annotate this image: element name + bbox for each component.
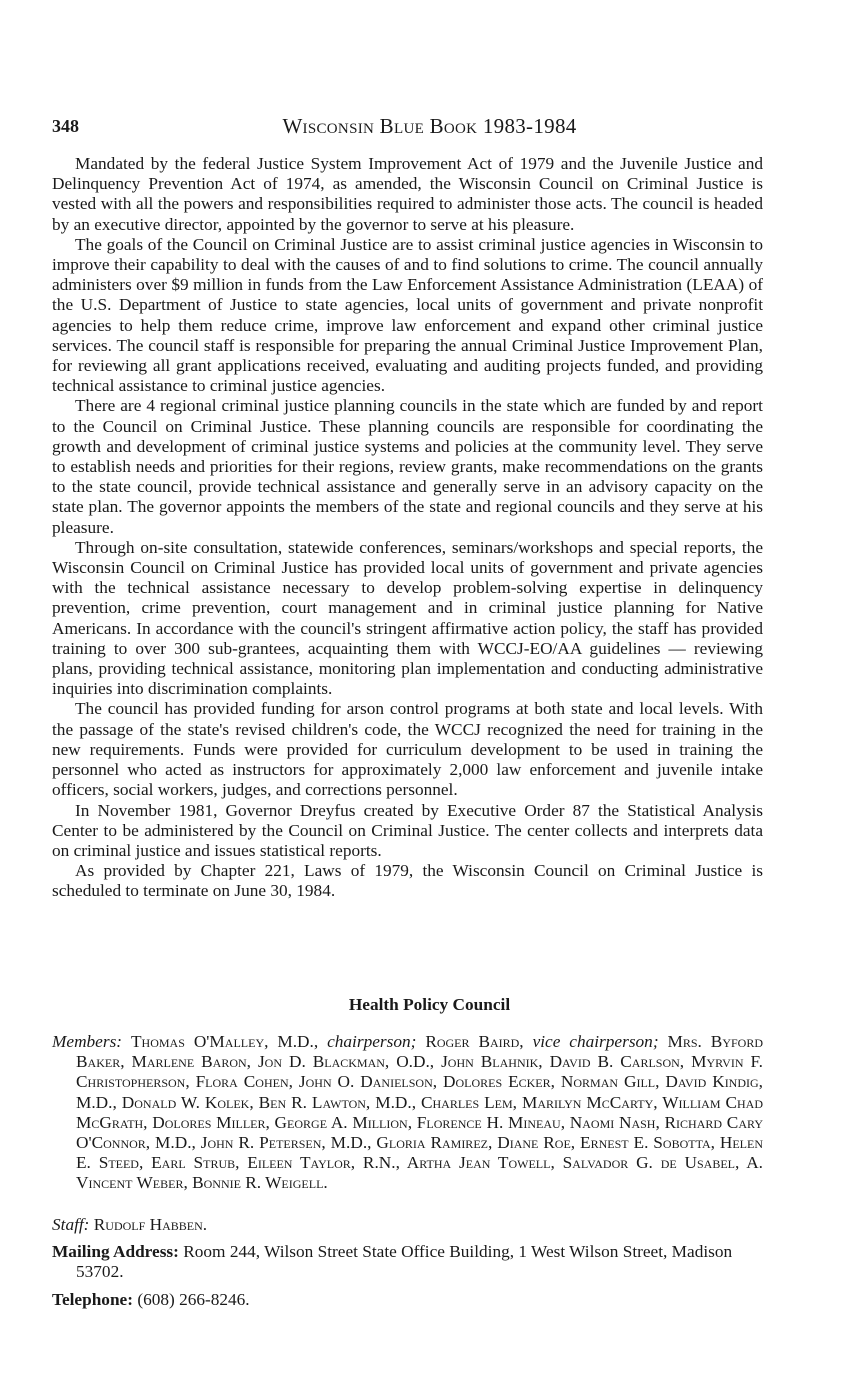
paragraph: In November 1981, Governor Dreyfus created by Executive Order 87 the Statistical Analysis Center to be administered by the Council on Criminal Justice. The center collects and interprets data on criminal justice and issues statistical reports.: [52, 800, 763, 860]
paragraph: The council has provided funding for arson control programs at both state and local levels. With the passage of the state's revised children's code, the WCCJ recognized the need for training in the new requirements. Funds were provided for curriculum development to be used in training the personnel who acted as instructors for approximately 2,000 law enforcement and juvenile intake officers, social workers, judges, and corrections personnel.: [52, 699, 763, 800]
members-list: [52, 1032, 763, 1194]
mailing-address: [52, 1242, 763, 1282]
members-label: Members:: [52, 1032, 123, 1051]
body-text: [52, 154, 763, 902]
mailing-label: Mailing Address:: [52, 1242, 179, 1261]
vice-chair-role: vice chairperson;: [532, 1032, 659, 1051]
chair-role: chairperson;: [327, 1032, 417, 1051]
paragraph: There are 4 regional criminal justice planning councils in the state which are funded by and report to the Council on Criminal Justice. These planning councils are responsible for coordinating the growth and development of criminal justice systems and policies at the community level. They serve to establish needs and priorities for their regions, review grants, make recommendations on the grants to the state council, provide technical assistance and generally serve in an advisory capacity on the state plan. The governor appoints the members of the state and regional councils and they serve at his pleasure.: [52, 396, 763, 537]
vice-chair-name: Roger Baird,: [425, 1032, 524, 1051]
paragraph: As provided by Chapter 221, Laws of 1979, the Wisconsin Council on Criminal Justice is scheduled to terminate on June 30, 1984.: [52, 861, 763, 901]
member-names: Mrs. Byford Baker, Marlene Baron, Jon D. Blackman, O.D., John Blahnik, David B. Carlson, Myrvin F. Christopherson, Flora Cohen, John O. Danielson, Dolores Ecker, Norman Gill, David Kindig, M.D., Donald W. Kolek, Ben R. Lawton, M.D., Charles Lem, Marilyn McCarty, William Chad McGrath, Dolores Miller, George A. Million, Florence H. Mineau, Naomi Nash, Richard Cary O'Connor, M.D., John R. Petersen, M.D., Gloria Ramirez, Diane Roe, Ernest E. Sobotta, Helen E. Steed, Earl Strub, Eileen Taylor, R.N., Artha Jean Towell, Salvador G. de Usabel, A. Vincent Weber, Bonnie R. Weigell.: [76, 1032, 764, 1193]
mailing-value: Room 244, Wilson Street State Office Building, 1 West Wilson Street, Madison 53702.: [76, 1242, 733, 1282]
paragraph: Mandated by the federal Justice System Improvement Act of 1979 and the Juvenile Justice and Delinquency Prevention Act of 1974, as amended, the Wisconsin Council on Criminal Justice is vested with all the powers and responsibilities required to administer those acts. The council is headed by an executive director, appointed by the governor to serve at his pleasure.: [52, 154, 763, 234]
paragraph: The goals of the Council on Criminal Justice are to assist criminal justice agencies in Wisconsin to improve their capability to deal with the causes of and to find solutions to crime. The council annually administers over $9 million in funds from the Law Enforcement Assistance Administration (LEAA) of the U.S. Department of Justice to state agencies, local units of government and private nonprofit agencies to help them reduce crime, improve law enforcement and expand other criminal justice services. The council staff is responsible for preparing the annual Criminal Justice Improvement Plan, for reviewing all grant applications received, evaluating and auditing projects funded, and providing technical assistance to criminal justice agencies.: [52, 234, 763, 396]
paragraph: Through on-site consultation, statewide conferences, seminars/workshops and special reports, the Wisconsin Council on Criminal Justice has provided local units of government and private agencies with the technical assistance necessary to develop problem-solving expertise in delinquency prevention, crime prevention, court management and in criminal justice planning for Native Americans. In accordance with the council's stringent affirmative action policy, the staff has provided training to over 300 sub-grantees, acquainting them with WCCJ-EO/AA guidelines — reviewing plans, providing technical assistance, monitoring plan implementation and conducting administrative inquiries into discrimination complaints.: [52, 537, 763, 699]
page-number: 348: [52, 116, 79, 136]
section-heading: Health Policy Council: [348, 995, 511, 1014]
telephone-label: Telephone:: [52, 1290, 133, 1309]
staff-line: [52, 1215, 207, 1235]
running-header: Wisconsin Blue Book 1983-1984: [282, 114, 577, 138]
chair-name: Thomas O'Malley, M.D.,: [131, 1032, 319, 1051]
telephone: [52, 1290, 250, 1310]
telephone-value: (608) 266-8246.: [137, 1290, 250, 1309]
staff-label: Staff:: [52, 1215, 90, 1234]
staff-name: Rudolf Habben.: [93, 1215, 208, 1234]
